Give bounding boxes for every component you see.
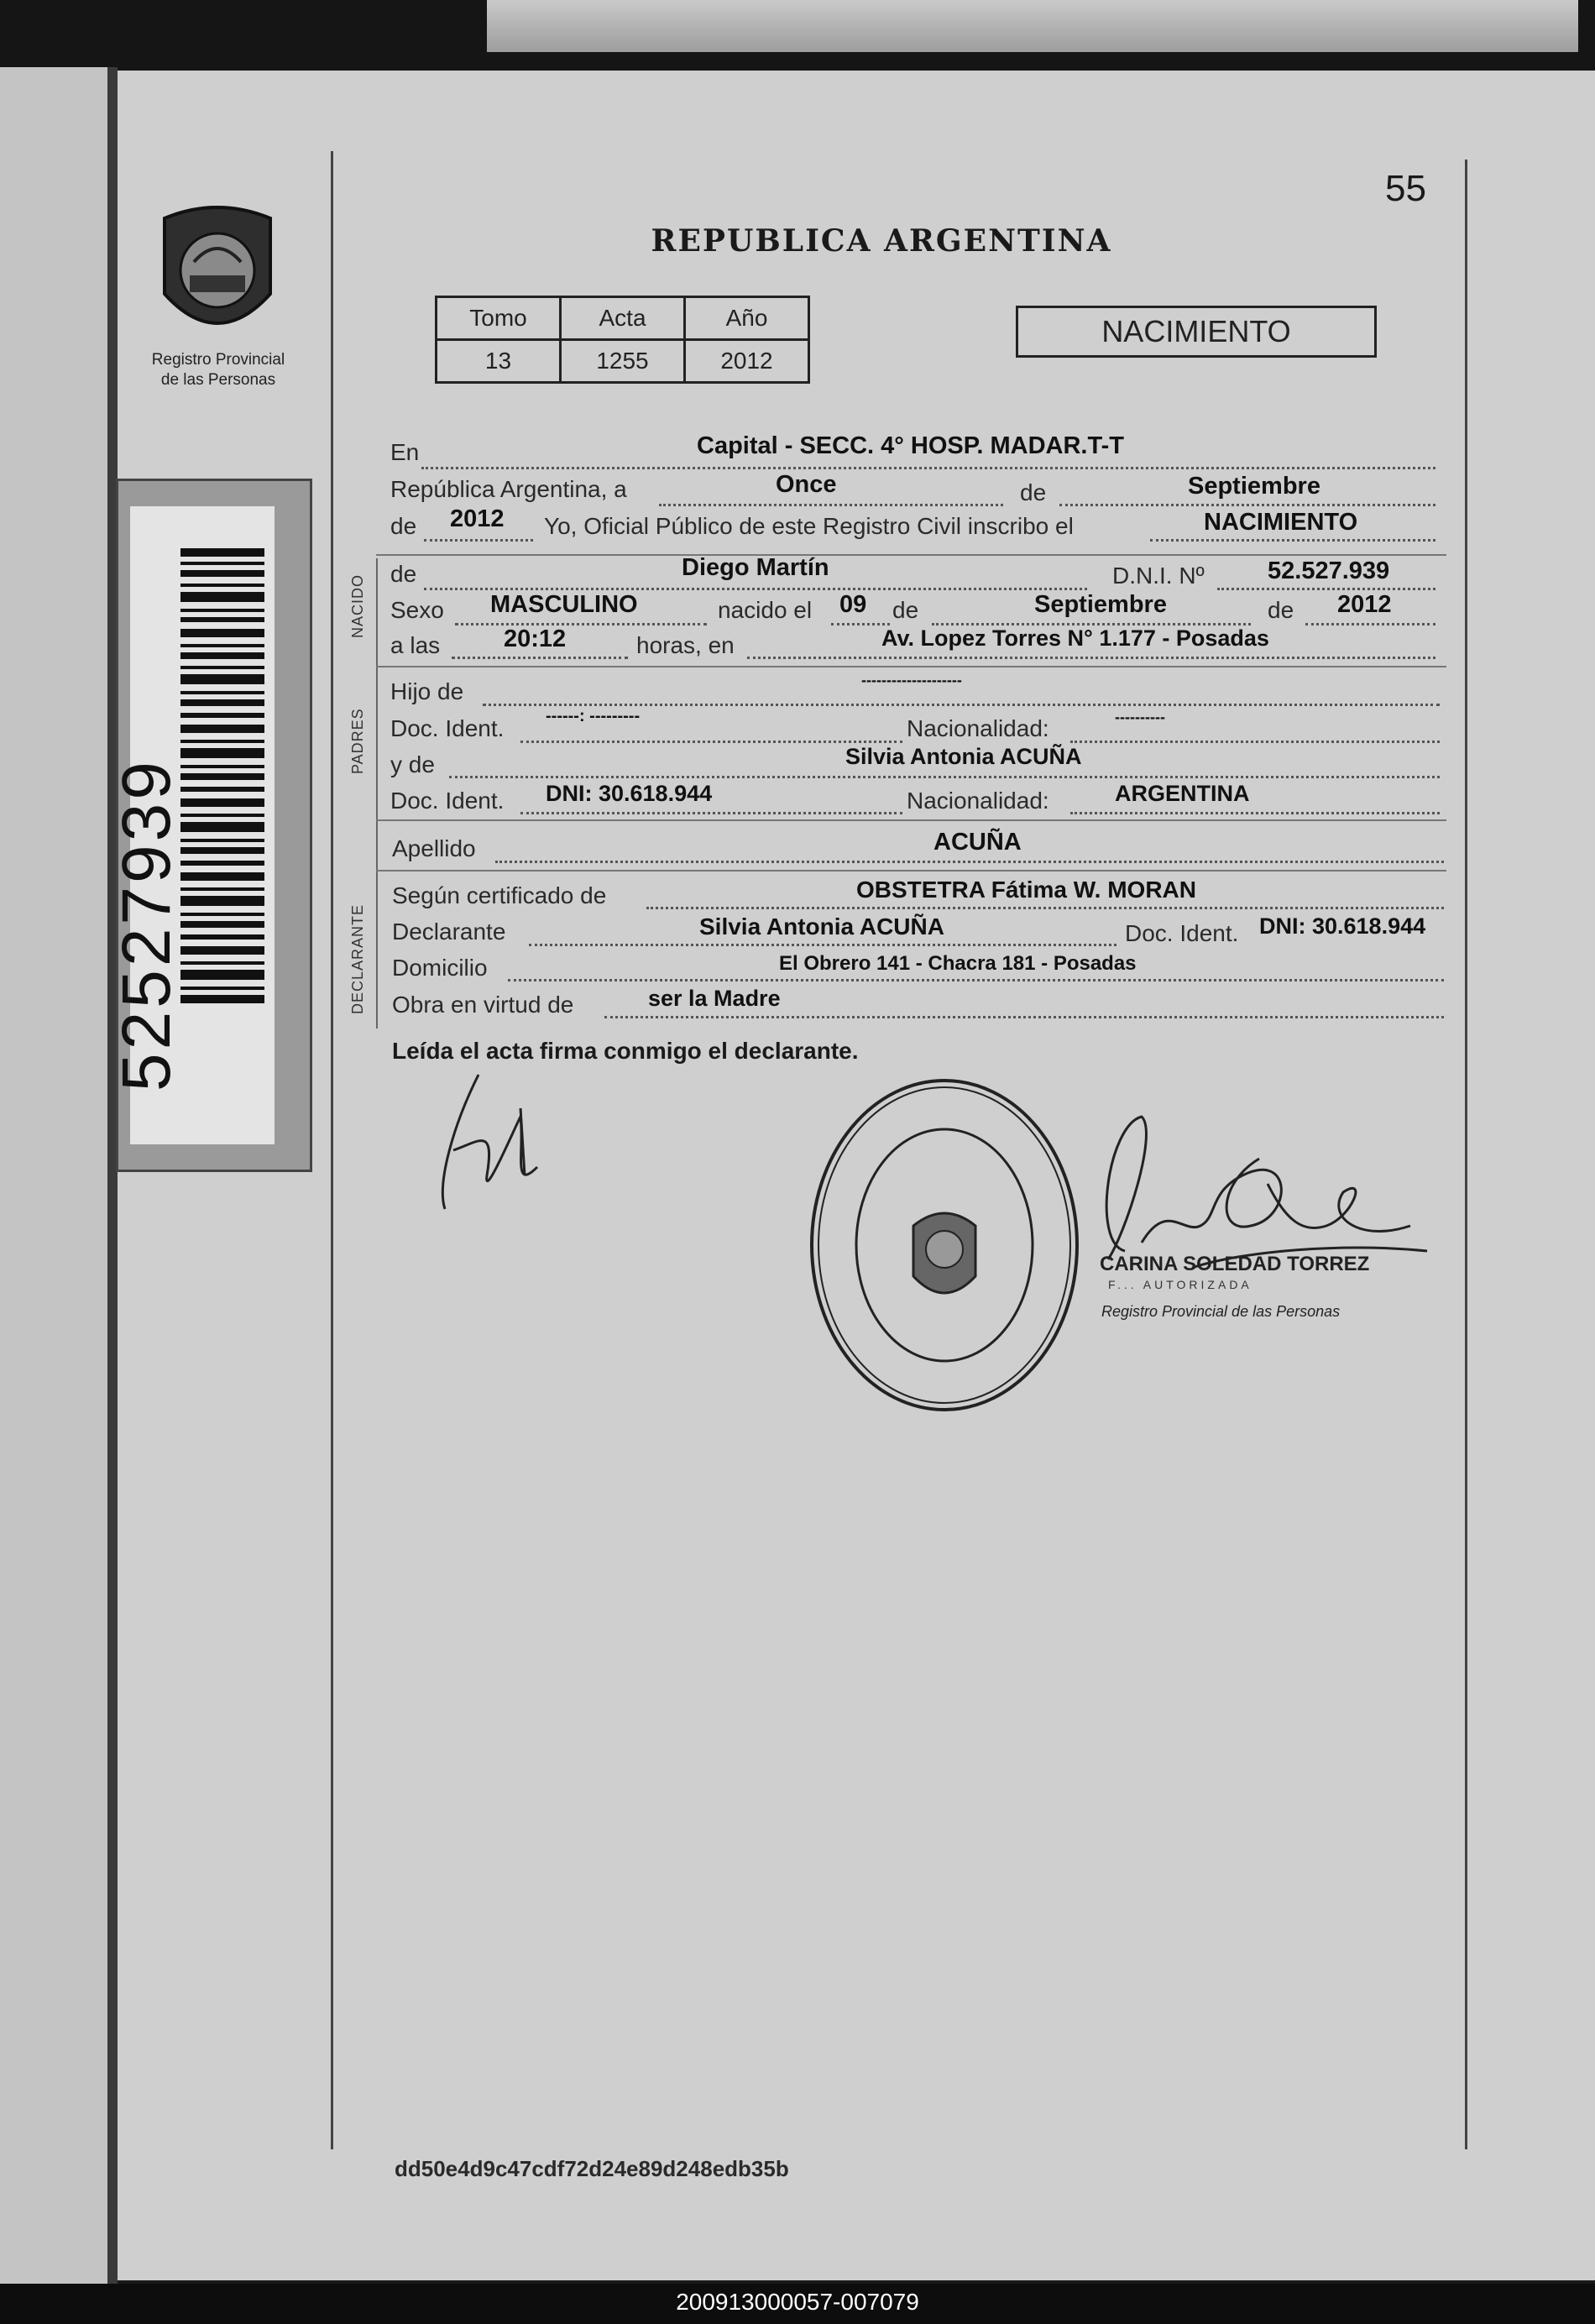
act-type-box: NACIMIENTO xyxy=(1016,306,1377,358)
tomo-value: 13 xyxy=(437,340,561,383)
place-line xyxy=(747,657,1436,659)
birth-de-label: de xyxy=(892,597,919,623)
dni-line xyxy=(1217,588,1436,590)
doc1-label: Doc. Ident. xyxy=(390,715,505,741)
divider-3 xyxy=(376,819,1446,821)
en-value: Capital - SECC. 4° HOSP. MADAR.T-T xyxy=(697,432,1124,459)
day-line xyxy=(659,504,1003,506)
declarante-label: Declarante xyxy=(392,919,506,945)
anio-value: 2012 xyxy=(685,340,809,383)
padres-section-label: PADRES xyxy=(349,708,366,774)
seal-icon xyxy=(806,1075,1083,1416)
officer-name: CARINA SOLEDAD TORREZ xyxy=(1100,1253,1370,1275)
register-header-row xyxy=(437,297,809,340)
year-value: 2012 xyxy=(450,505,505,532)
month-value: Septiembre xyxy=(1188,473,1320,500)
acta-value: 1255 xyxy=(561,340,685,383)
divider-1 xyxy=(376,554,1446,556)
birth-de-label-2: de xyxy=(1268,597,1294,623)
child-dni-value: 52.527.939 xyxy=(1268,557,1390,584)
hijo-value: -------------------- xyxy=(861,672,962,688)
cert-value: OBSTETRA Fátima W. MORAN xyxy=(856,877,1196,903)
sexo-label: Sexo xyxy=(390,597,444,623)
nacido-section-label: NACIDO xyxy=(349,573,366,638)
officer-role: F... AUTORIZADA xyxy=(1108,1278,1252,1291)
register-table xyxy=(435,296,810,384)
emblem-caption-2: de las Personas xyxy=(160,371,276,389)
top-background-surface xyxy=(487,0,1578,52)
doc2-line xyxy=(520,812,902,814)
apellido-value: ACUÑA xyxy=(933,829,1022,856)
divider-4 xyxy=(376,870,1446,872)
republica-label: República Argentina, a xyxy=(390,476,627,502)
month-de-label: de xyxy=(1020,479,1047,505)
en-label: En xyxy=(390,439,420,465)
emblem-caption-1: Registro Provincial xyxy=(151,351,285,369)
section-divider-line xyxy=(376,558,378,1029)
year-line xyxy=(424,539,533,542)
divider-2 xyxy=(376,666,1446,667)
decl-doc-label: Doc. Ident. xyxy=(1125,920,1239,946)
barcode-number: 52527939 xyxy=(108,758,185,1091)
hijo-label: Hijo de xyxy=(390,678,464,704)
nacido-de-label: de xyxy=(390,561,417,587)
officer-org: Registro Provincial de las Personas xyxy=(1101,1303,1341,1320)
en-line xyxy=(421,467,1436,469)
declarante-line xyxy=(529,944,1116,946)
obra-label: Obra en virtud de xyxy=(392,992,574,1018)
cert-label: Según certificado de xyxy=(392,882,607,908)
footer-id: 200913000057-007079 xyxy=(676,2289,919,2315)
birth-month-value: Septiembre xyxy=(1034,591,1167,618)
mother-value: Silvia Antonia ACUÑA xyxy=(845,744,1082,769)
inscribo-line xyxy=(1150,539,1436,542)
domicilio-label: Domicilio xyxy=(392,955,488,981)
inscribo-value: NACIMIENTO xyxy=(1204,509,1358,536)
birth-day-value: 09 xyxy=(839,591,867,618)
domicilio-line xyxy=(508,979,1444,981)
register-value-row xyxy=(437,340,809,383)
document-hash: dd50e4d9c47cdf72d24e89d248edb35b xyxy=(395,2156,789,2181)
nacido-el-label: nacido el xyxy=(718,597,813,623)
declarante-value: Silvia Antonia ACUÑA xyxy=(699,913,944,940)
sexo-value: MASCULINO xyxy=(490,591,638,618)
page-number: 55 xyxy=(1385,168,1426,209)
official-seal xyxy=(806,1075,1083,1416)
decl-doc-value: DNI: 30.618.944 xyxy=(1259,913,1426,939)
doc1-value: ------: --------- xyxy=(546,707,641,725)
apellido-label: Apellido xyxy=(392,835,476,861)
document-title: REPUBLICA ARGENTINA xyxy=(651,223,1112,259)
name-line xyxy=(424,588,1087,590)
nac1-label: Nacionalidad: xyxy=(907,715,1049,741)
closing-statement: Leída el acta firma conmigo el declarante. xyxy=(392,1038,859,1064)
a-las-label: a las xyxy=(390,632,441,658)
nac2-value: ARGENTINA xyxy=(1115,781,1250,806)
time-value: 20:12 xyxy=(504,625,567,652)
birth-year-value: 2012 xyxy=(1337,591,1392,618)
right-margin-line xyxy=(1465,160,1467,2149)
time-line xyxy=(452,657,628,659)
yde-label: y de xyxy=(390,751,435,777)
nac2-label: Nacionalidad: xyxy=(907,788,1049,814)
month-line xyxy=(1059,504,1436,506)
left-margin-line xyxy=(331,151,333,2149)
nac2-line xyxy=(1070,812,1440,814)
acta-header: Acta xyxy=(561,297,685,340)
province-emblem xyxy=(156,202,279,349)
day-value: Once xyxy=(776,471,837,498)
hijo-line xyxy=(483,704,1440,706)
nac1-value: ---------- xyxy=(1115,709,1165,725)
place-value: Av. Lopez Torres N° 1.177 - Posadas xyxy=(881,625,1269,651)
apellido-line xyxy=(495,861,1444,863)
declarante-section-label: DECLARANTE xyxy=(349,903,366,1014)
obra-value: ser la Madre xyxy=(648,986,781,1011)
inscribo-label: Yo, Oficial Público de este Registro Civil inscribo el xyxy=(544,513,1074,539)
doc2-value: DNI: 30.618.944 xyxy=(546,781,713,806)
obra-line xyxy=(604,1016,1444,1018)
left-page-edge xyxy=(0,67,107,2284)
shield-icon xyxy=(156,202,279,349)
tomo-header: Tomo xyxy=(437,297,561,340)
birth-year-line xyxy=(1305,623,1436,625)
mother-line xyxy=(449,776,1440,778)
book-spine xyxy=(107,67,118,2284)
doc1-line xyxy=(520,741,902,743)
declarant-signature-icon xyxy=(420,1058,571,1226)
cert-line xyxy=(646,907,1444,909)
anio-header: Año xyxy=(685,297,809,340)
doc2-label: Doc. Ident. xyxy=(390,788,505,814)
dni-label: D.N.I. Nº xyxy=(1112,563,1205,589)
child-name-value: Diego Martín xyxy=(682,554,829,581)
horas-label: horas, en xyxy=(636,632,735,658)
barcode-icon xyxy=(180,540,264,1010)
nac1-line xyxy=(1070,741,1440,743)
year-de-label: de xyxy=(390,513,417,539)
domicilio-value: El Obrero 141 - Chacra 181 - Posadas xyxy=(779,952,1137,975)
sexo-line xyxy=(455,623,707,625)
